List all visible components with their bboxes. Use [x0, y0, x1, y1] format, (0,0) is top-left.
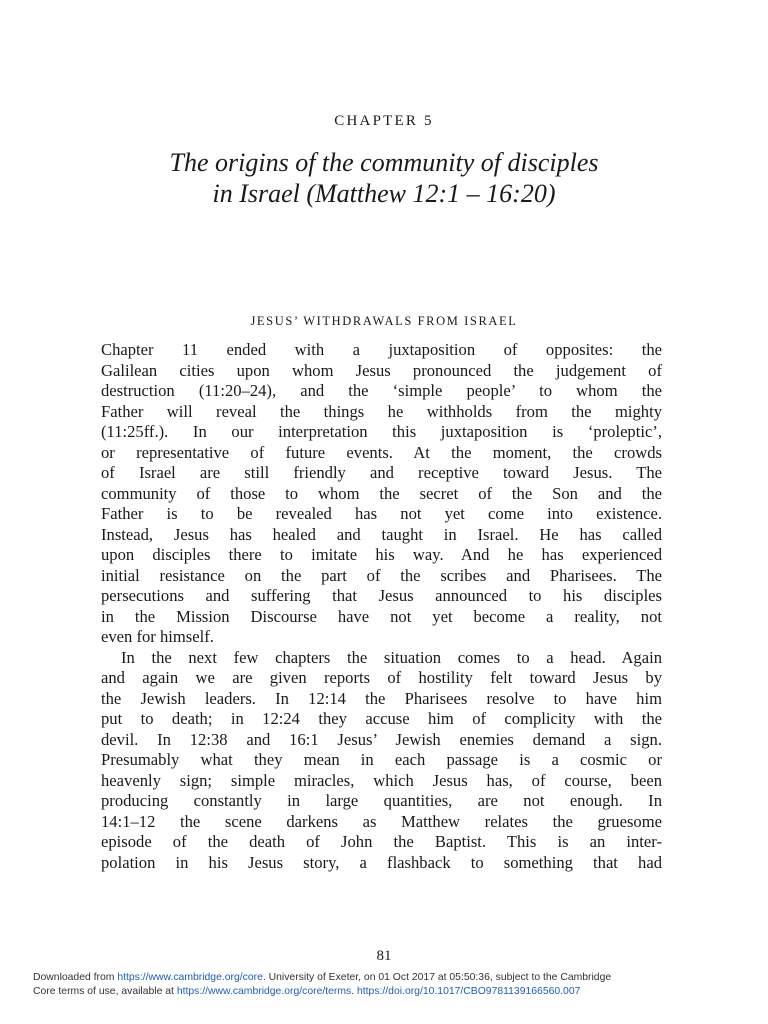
text-line: Father will reveal the things he withholds from the mighty — [101, 401, 662, 421]
text-line: (11:25ff.). In our interpretation this juxtaposition is ‘proleptic’, — [101, 422, 662, 441]
cambridge-core-link[interactable]: https://www.cambridge.org/core — [117, 972, 263, 983]
text-line: in the Mission Discourse have not yet become a reality, not — [101, 606, 662, 626]
page-number: 81 — [376, 948, 392, 964]
text-line: episode of the death of John the Baptist. This is an inter- — [101, 832, 662, 851]
chapter-title-line-1: The origins of the community of disciples — [169, 148, 599, 177]
text-line: persecutions and suffering that Jesus announced to his disciples — [101, 586, 662, 605]
text-line: Galilean cities upon whom Jesus pronounced the judgement of — [101, 360, 662, 380]
footer-text: . — [351, 986, 357, 997]
download-footer — [33, 971, 753, 999]
text-line: polation in his Jesus story, a flashback to something that had — [101, 852, 662, 872]
text-line: even for himself. — [101, 627, 214, 646]
text-line: or representative of future events. At the moment, the crowds — [101, 442, 662, 462]
chapter-label: CHAPTER 5 — [334, 113, 434, 129]
doi-link[interactable]: https://doi.org/10.1017/CBO9781139166560.007 — [357, 986, 581, 997]
text-line: Father is to be revealed has not yet come into existence. — [101, 504, 662, 523]
paragraph-1 — [101, 340, 662, 648]
footer-text: Downloaded from — [33, 972, 118, 983]
terms-link[interactable]: https://www.cambridge.org/core/terms — [176, 986, 352, 997]
chapter-title — [0, 147, 768, 209]
paragraph-2 — [101, 648, 662, 874]
text-line: 14:1–12 the scene darkens as Matthew relates the gruesome — [101, 811, 662, 831]
text-line: In the next few chapters the situation comes to a head. Again — [121, 647, 662, 667]
text-line: devil. In 12:38 and 16:1 Jesus’ Jewish enemies demand a sign. — [101, 729, 662, 749]
footer-line-2 — [33, 985, 753, 999]
text-line: initial resistance on the part of the scribes and Pharisees. The — [101, 565, 662, 585]
body-text — [101, 340, 662, 873]
text-line: producing constantly in large quantities, are not enough. In — [101, 791, 662, 810]
text-line: put to death; in 12:24 they accuse him of complicity with the — [101, 709, 662, 728]
text-line: Presumably what they mean in each passage is a cosmic or — [101, 750, 662, 769]
text-line: heavenly sign; simple miracles, which Jesus has, of course, been — [101, 770, 662, 790]
text-line: Instead, Jesus has healed and taught in Israel. He has called — [101, 524, 662, 544]
footer-text: . University of Exeter, on 01 Oct 2017 at 05:50:36, subject to the Cambridge — [262, 972, 612, 983]
footer-text: Core terms of use, available at — [33, 986, 177, 997]
text-line: destruction (11:20–24), and the ‘simple people’ to whom the — [101, 381, 662, 400]
chapter-title-line-2: in Israel (Matthew 12:1 – 16:20) — [212, 179, 556, 208]
footer-line-1 — [33, 971, 753, 985]
text-line: the Jewish leaders. In 12:14 the Pharisees resolve to have him — [101, 688, 662, 708]
text-line: upon disciples there to imitate his way. And he has experienced — [101, 545, 662, 564]
text-line: and again we are given reports of hostility felt toward Jesus by — [101, 668, 662, 687]
section-heading: JESUS’ WITHDRAWALS FROM ISRAEL — [250, 314, 518, 328]
text-line: community of those to whom the secret of the Son and the — [101, 483, 662, 503]
text-line: Chapter 11 ended with a juxtaposition of opposites: the — [101, 340, 662, 359]
text-line: of Israel are still friendly and receptive toward Jesus. The — [101, 463, 662, 482]
